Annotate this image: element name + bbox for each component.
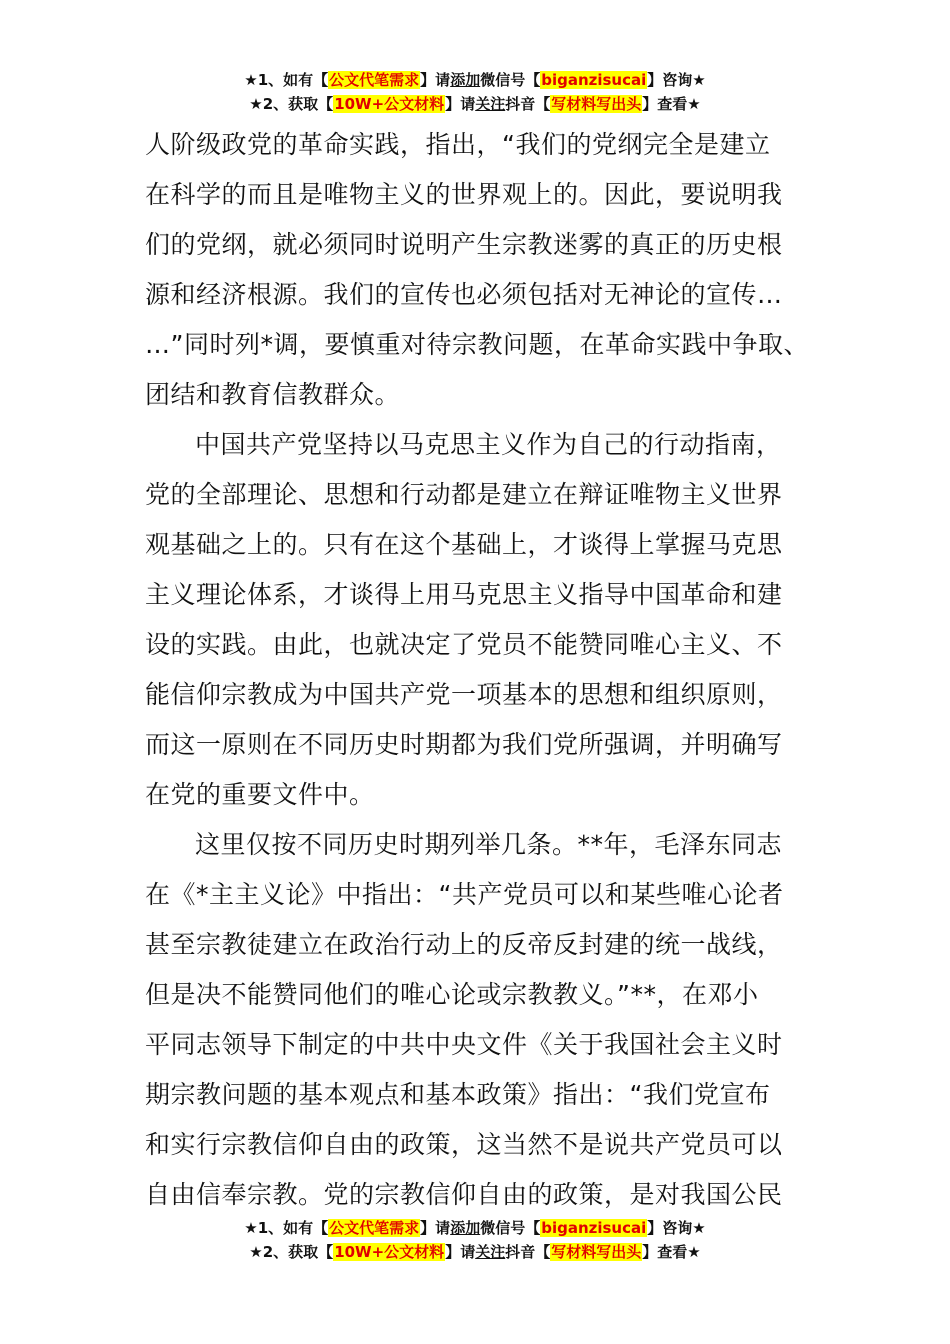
banner-text: ★2、获取【 — [249, 1243, 334, 1261]
body-line: 能信仰宗教成为中国共产党一项基本的思想和组织原则， — [145, 680, 783, 709]
body-line: 们的党纲，就必须同时说明产生宗教迷雾的真正的历史根 — [145, 230, 783, 259]
banner-underlined: 添加 — [450, 1219, 481, 1237]
banner-highlight: 公文代笔需求 — [329, 71, 420, 89]
banner-text: 】请 — [420, 71, 451, 89]
body-line: 设的实践。由此，也就决定了党员不能赞同唯心主义、不 — [145, 630, 783, 659]
banner-text: 抖音【 — [505, 1243, 551, 1261]
banner-douyin-id: 写材料写出头 — [551, 1243, 642, 1261]
document-body — [145, 120, 815, 1220]
body-line: 平同志领导下制定的中共中央文件《关于我国社会主义时 — [145, 1030, 783, 1059]
banner-text: 】咨询★ — [647, 71, 706, 89]
body-line: 主义理论体系，才谈得上用马克思主义指导中国革命和建 — [145, 580, 783, 609]
body-line: 观基础之上的。只有在这个基础上，才谈得上掌握马克思 — [145, 530, 783, 559]
banner-highlight: 公文代笔需求 — [329, 1219, 420, 1237]
banner-highlight: 10W+公文材料 — [334, 1243, 445, 1261]
body-line: 甚至宗教徒建立在政治行动上的反帝反封建的统一战线， — [145, 930, 783, 959]
body-line: 期宗教问题的基本观点和基本政策》指出：“我们党宣布 — [145, 1080, 771, 1109]
paragraph-start-line: 中国共产党坚持以马克思主义作为自己的行动指南， — [195, 430, 782, 459]
body-line: 在科学的而且是唯物主义的世界观上的。因此，要说明我 — [145, 180, 783, 209]
body-line: 而这一原则在不同历史时期都为我们党所强调，并明确写 — [145, 730, 783, 759]
banner-text: 】咨询★ — [647, 1219, 706, 1237]
body-line: 党的全部理论、思想和行动都是建立在辩证唯物主义世界 — [145, 480, 783, 509]
banner-line-2 — [0, 92, 950, 116]
banner-text: ★2、获取【 — [249, 95, 334, 113]
body-line: 源和经济根源。我们的宣传也必须包括对无神论的宣传… — [145, 280, 783, 309]
banner-text: ★1、如有【 — [244, 1219, 329, 1237]
footer-banner — [0, 1216, 950, 1264]
banner-text: 】请 — [445, 1243, 476, 1261]
banner-underlined: 关注 — [475, 1243, 506, 1261]
banner-highlight: 10W+公文材料 — [334, 95, 445, 113]
paragraph-start-line: 这里仅按不同历史时期列举几条。**年，毛泽东同志 — [195, 830, 783, 859]
banner-underlined: 添加 — [450, 71, 481, 89]
banner-wechat-id: biganzisucai — [541, 71, 647, 89]
body-line: 和实行宗教信仰自由的政策，这当然不是说共产党员可以 — [145, 1130, 783, 1159]
body-line: 但是决不能赞同他们的唯心论或宗教教义。”**，在邓小 — [145, 980, 759, 1009]
body-line: 在党的重要文件中。 — [145, 780, 375, 809]
banner-text: 微信号【 — [480, 71, 541, 89]
banner-text: 】查看★ — [642, 95, 701, 113]
banner-wechat-id: biganzisucai — [541, 1219, 647, 1237]
body-line: 在《*主主义论》中指出：“共产党员可以和某些唯心论者 — [145, 880, 784, 909]
banner-text: 】请 — [445, 95, 476, 113]
body-line: 自由信奉宗教。党的宗教信仰自由的政策，是对我国公民 — [145, 1180, 783, 1209]
banner-text: ★1、如有【 — [244, 71, 329, 89]
banner-line-1 — [0, 68, 950, 92]
header-banner — [0, 68, 950, 116]
banner-line-1 — [0, 1216, 950, 1240]
body-line: 人阶级政党的革命实践，指出，“我们的党纲完全是建立 — [145, 130, 771, 159]
body-line: …”同时列*调，要慎重对待宗教问题，在革命实践中争取、 — [145, 330, 809, 359]
banner-text: 抖音【 — [505, 95, 551, 113]
banner-underlined: 关注 — [475, 95, 506, 113]
banner-text: 微信号【 — [480, 1219, 541, 1237]
body-line: 团结和教育信教群众。 — [145, 380, 401, 409]
banner-text: 】请 — [420, 1219, 451, 1237]
banner-line-2 — [0, 1240, 950, 1264]
banner-text: 】查看★ — [642, 1243, 701, 1261]
banner-douyin-id: 写材料写出头 — [551, 95, 642, 113]
